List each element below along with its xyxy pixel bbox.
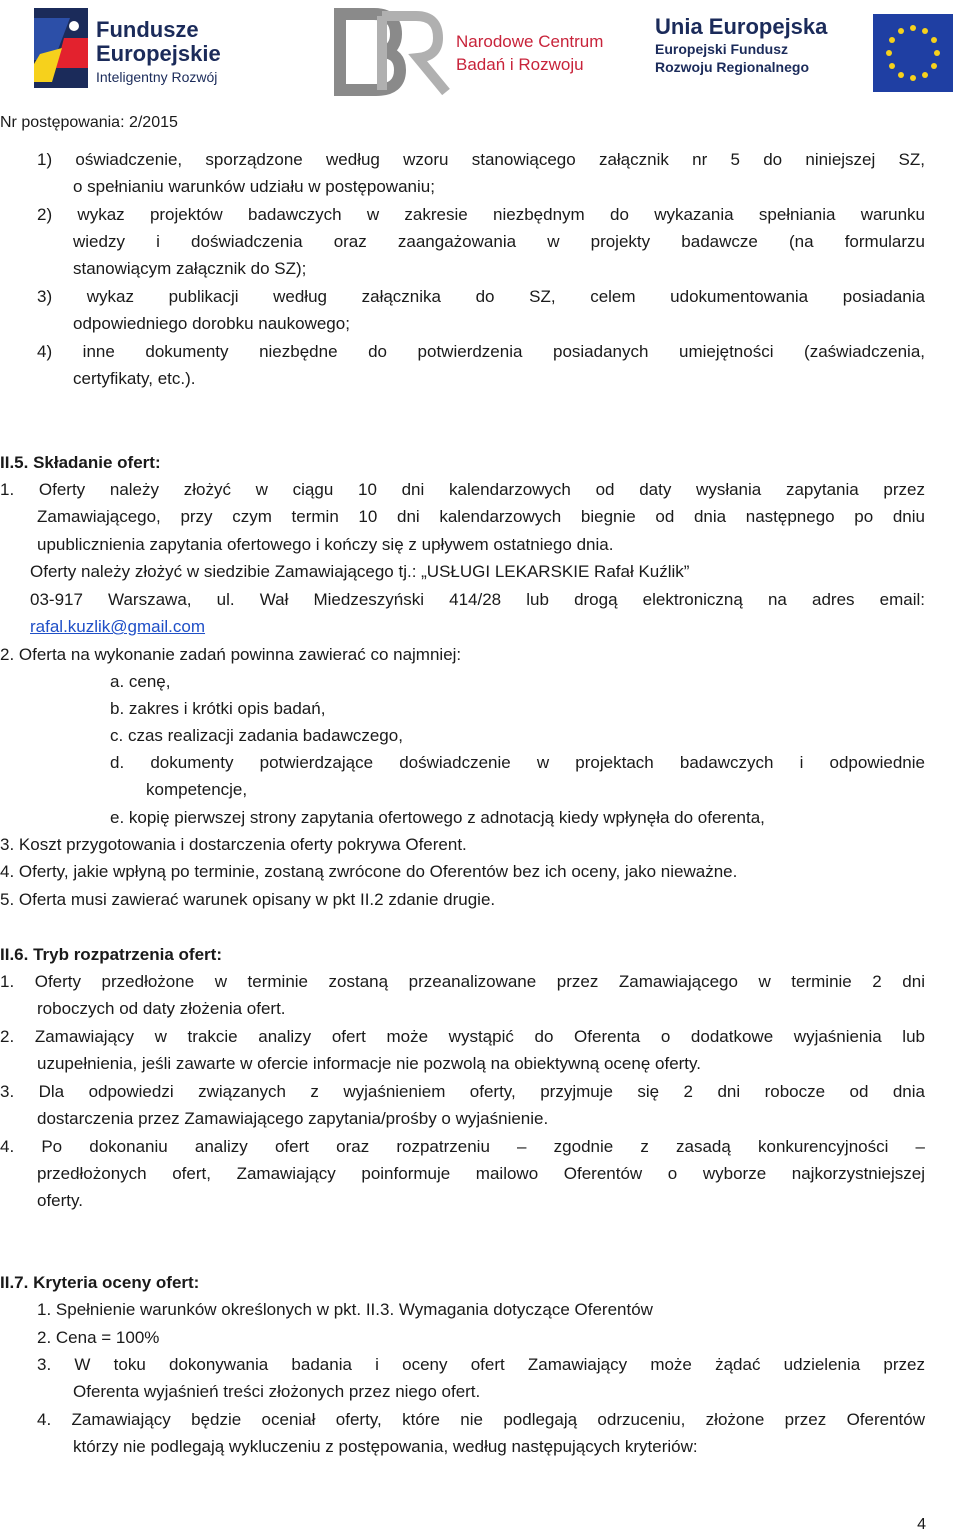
s7-item-1: 1. Spełnienie warunków określonych w pkt. II.3. Wymagania dotyczące Oferentów xyxy=(37,1300,653,1319)
doc-item-2-line1: 2) wykaz projektów badawczych w zakresie niezbędnym do wykazania spełniania warunku xyxy=(37,205,925,224)
s5-p1-line2: Zamawiającego, przy czym termin 10 dni kalendarzowych biegnie od dnia następnego po dniu xyxy=(37,507,925,526)
fe-program: Inteligentny Rozwój xyxy=(96,69,218,85)
ncbr-name-line1: Narodowe Centrum xyxy=(456,32,604,51)
contact-email-link[interactable]: rafal.kuzlik@gmail.com xyxy=(30,617,206,636)
section-heading-ii7: II.7. Kryteria oceny ofert: xyxy=(0,1273,200,1292)
s6-p1-line2: roboczych od daty złożenia ofert. xyxy=(37,999,286,1018)
s7-item-4-line1: 4. Zamawiający będzie oceniał oferty, które nie podlegają odrzuceniu, złożone przez Oferentów xyxy=(37,1410,925,1429)
section-heading-ii5: II.5. Składanie ofert: xyxy=(0,453,161,472)
s5-p4: 4. Oferty, jakie wpłyną po terminie, zostaną zwrócone do Oferentów bez ich oceny, jako nieważne. xyxy=(0,862,738,881)
s5-p3: 3. Koszt przygotowania i dostarczenia oferty pokrywa Oferent. xyxy=(0,835,467,854)
doc-item-3-line1: 3) wykaz publikacji według załącznika do SZ, celem udokumentowania posiadania xyxy=(37,287,925,306)
s6-p4-line3: oferty. xyxy=(37,1191,83,1210)
s5-p2-item-c: c. czas realizacji zadania badawczego, xyxy=(110,726,403,745)
s5-p1-line5: 03-917 Warszawa, ul. Wał Miedzeszyński 414/28 lub drogą elektroniczną na adres email: xyxy=(30,590,925,609)
s5-p1-line4: Oferty należy złożyć w siedzibie Zamawiającego tj.: „USŁUGI LEKARSKIE Rafał Kuźlik” xyxy=(30,562,690,581)
doc-item-1-line1: 1) oświadczenie, sporządzone według wzoru stanowiącego załącznik nr 5 do niniejszej SZ, xyxy=(37,150,925,169)
s7-item-4-line2: którzy nie podlegają wykluczeniu z postępowania, według następujących kryteriów: xyxy=(73,1437,698,1456)
s7-item-3-line2: Oferenta wyjaśnień treści złożonych przez niego ofert. xyxy=(73,1382,481,1401)
s5-p2-item-a: a. cenę, xyxy=(110,672,171,691)
s5-p1-line3: upublicznienia zapytania ofertowego i kończy się z upływem ostatniego dnia. xyxy=(37,535,614,554)
doc-item-4-line1: 4) inne dokumenty niezbędne do potwierdzenia posiadanych umiejętności (zaświadczenia, xyxy=(37,342,925,361)
fe-name-line2: Europejskie xyxy=(96,41,221,66)
ue-fund-line2: Rozwoju Regionalnego xyxy=(655,59,809,75)
fe-name-line1: Fundusze xyxy=(96,17,199,42)
doc-item-4-line2: certyfikaty, etc.). xyxy=(73,369,196,388)
s6-p4-line1: 4. Po dokonaniu analizy ofert oraz rozpatrzeniu – zgodnie z zasadą konkurencyjności – xyxy=(0,1137,925,1156)
s6-p3-line2: dostarczenia przez Zamawiającego zapytania/prośby o wyjaśnienie. xyxy=(37,1109,549,1128)
doc-item-2-line2: wiedzy i doświadczenia oraz zaangażowania w projekty badawcze (na formularzu xyxy=(73,232,925,251)
s5-p2: 2. Oferta na wykonanie zadań powinna zawierać co najmniej: xyxy=(0,645,462,664)
ncbr-name-line2: Badań i Rozwoju xyxy=(456,55,584,74)
section-heading-ii6: II.6. Tryb rozpatrzenia ofert: xyxy=(0,945,222,964)
s7-item-2: 2. Cena = 100% xyxy=(37,1328,160,1347)
page-number: 4 xyxy=(917,1516,926,1533)
s6-p2-line1: 2. Zamawiający w trakcie analizy ofert może wystąpić do Oferenta o dodatkowe wyjaśnienia lub xyxy=(0,1027,925,1046)
s5-p1-line1: 1. Oferty należy złożyć w ciągu 10 dni kalendarzowych od daty wysłania zapytania przez xyxy=(0,480,925,499)
doc-item-2-line3: stanowiącym załącznik do SZ); xyxy=(73,259,307,278)
s5-p2-item-e: e. kopię pierwszej strony zapytania ofertowego z adnotacją kiedy wpłynęła do oferenta, xyxy=(110,808,765,827)
ue-fund-line1: Europejski Fundusz xyxy=(655,41,789,57)
proceeding-number: Nr postępowania: 2/2015 xyxy=(0,114,178,131)
s6-p2-line2: uzupełnienia, jeśli zawarte w ofercie informacje nie pozwolą na obiektywną ocenę oferty. xyxy=(37,1054,701,1073)
s5-p5: 5. Oferta musi zawierać warunek opisany w pkt II.2 zdanie drugie. xyxy=(0,890,496,909)
s6-p3-line1: 3. Dla odpowiedzi związanych z wyjaśnieniem oferty, przyjmuje się 2 dni robocze od dnia xyxy=(0,1082,925,1101)
doc-item-1-line2: o spełnianiu warunków udziału w postępowaniu; xyxy=(73,177,435,196)
doc-item-3-line2: odpowiedniego dorobku naukowego; xyxy=(73,314,350,333)
s5-p2-item-d-line1: d. dokumenty potwierdzające doświadczenie w projektach badawczych i odpowiednie xyxy=(110,753,925,772)
s6-p1-line1: 1. Oferty przedłożone w terminie zostaną przeanalizowane przez Zamawiającego w terminie 2 dni xyxy=(0,972,925,991)
ue-name: Unia Europejska xyxy=(655,14,828,39)
s6-p4-line2: przedłożonych ofert, Zamawiający poinformuje mailowo Oferentów o wyborze najkorzystniejszej xyxy=(37,1164,925,1183)
s7-item-3-line1: 3. W toku dokonywania badania i oceny ofert Zamawiający może żądać udzielenia przez xyxy=(37,1355,925,1374)
s5-p2-item-b: b. zakres i krótki opis badań, xyxy=(110,699,326,718)
s5-p2-item-d-line2: kompetencje, xyxy=(146,780,248,799)
